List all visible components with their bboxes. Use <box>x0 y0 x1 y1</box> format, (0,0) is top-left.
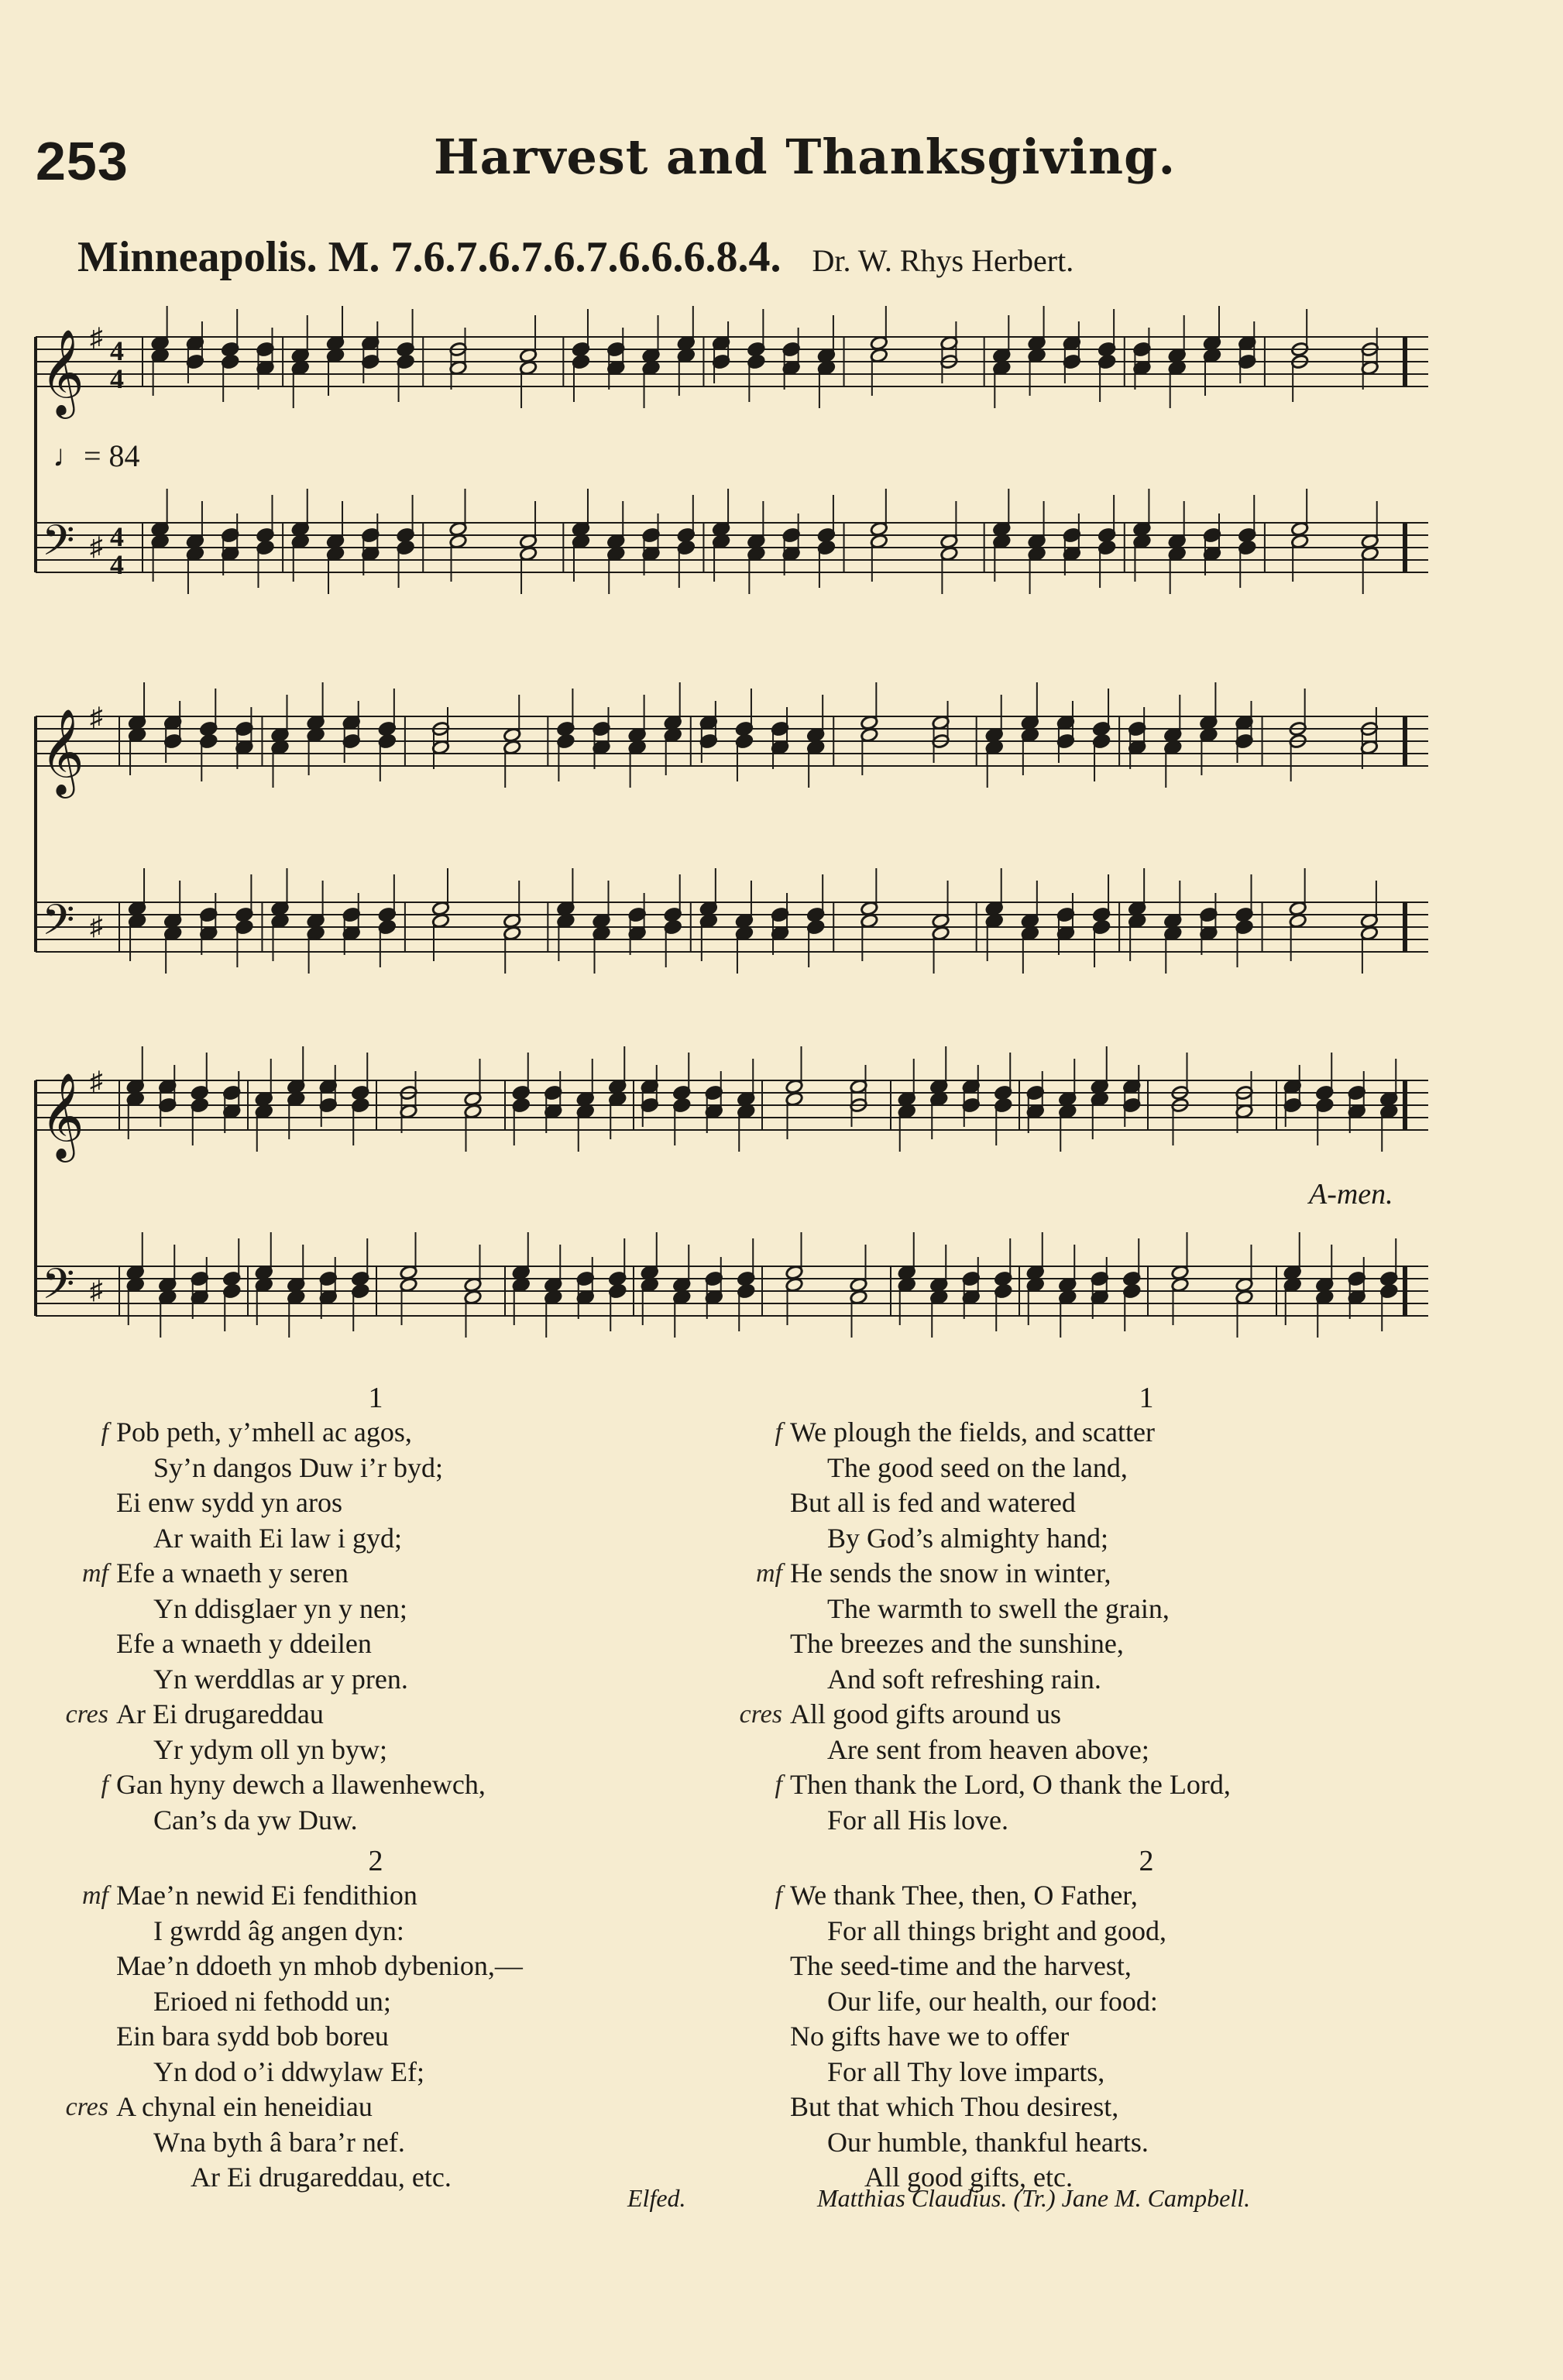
sharp-icon: ♯ <box>90 533 103 562</box>
verse-line <box>790 1592 1534 1627</box>
music-system-3 <box>26 1034 1436 1359</box>
verse-line <box>790 1914 1534 1949</box>
verse-line <box>790 2125 1534 2161</box>
dynamic-marking: f <box>775 1418 782 1447</box>
verse-text: The good seed on the land, <box>827 1451 1128 1483</box>
verse-text: Yn werddlas ar y pren. <box>153 1663 408 1695</box>
dynamic-marking: f <box>775 1770 782 1799</box>
verse-line <box>790 1733 1534 1768</box>
english-stanza-2 <box>775 1878 1534 2196</box>
verse-text: I gwrdd âg angen dyn: <box>153 1915 404 1946</box>
verse-line <box>116 2019 736 2055</box>
verse-line <box>790 1451 1534 1486</box>
dynamic-marking: f <box>101 1418 108 1447</box>
verse-text: But all is fed and watered <box>790 1487 1076 1518</box>
welsh-stanza-2 <box>65 1878 736 2196</box>
stanza-number: 2 <box>368 1845 383 1877</box>
verse-line <box>739 1697 1534 1733</box>
verse-text: Our life, our health, our food: <box>827 1985 1158 2017</box>
sharp-icon: ♯ <box>90 1276 103 1305</box>
stanza-number: 1 <box>368 1382 383 1414</box>
welsh-text <box>65 1375 736 2196</box>
verse-text: Ar waith Ei law i gyd; <box>153 1522 402 1554</box>
section-title: Harvest and Thanksgiving. <box>434 129 1177 185</box>
verse-line <box>790 1626 1534 1662</box>
staff-lines <box>36 1080 1428 1316</box>
verse-line <box>116 1949 736 1984</box>
verse-text: He sends the snow in winter, <box>790 1557 1111 1588</box>
verse-line <box>116 1626 736 1662</box>
verse-line <box>82 1556 736 1592</box>
verse-line <box>790 2090 1534 2125</box>
bass-clef-icon: 𝄢 <box>42 895 75 955</box>
verse-text: Are sent from heaven above; <box>827 1733 1149 1765</box>
tempo-marking <box>53 438 140 474</box>
treble-clef-icon: 𝄞 <box>40 328 84 415</box>
verse-line <box>65 2090 736 2125</box>
verse-line <box>790 1949 1534 1984</box>
sharp-icon: ♯ <box>90 703 103 732</box>
verse-text: For all His love. <box>827 1804 1008 1836</box>
verse-line <box>790 2019 1534 2055</box>
english-author: Matthias Claudius. (Tr.) Jane M. Campbell. <box>817 2184 1251 2212</box>
verse-line <box>790 1485 1534 1521</box>
verse-line <box>116 1662 736 1698</box>
verse-line <box>116 2125 736 2161</box>
verse-text: The warmth to swell the grain, <box>827 1592 1170 1624</box>
verse-line <box>790 1803 1534 1839</box>
verse-line <box>775 1415 1534 1451</box>
dynamic-marking: cres <box>739 1700 782 1729</box>
verse-line <box>65 1697 736 1733</box>
verse-text: For all Thy love imparts, <box>827 2055 1105 2087</box>
tempo-value: = 84 <box>84 438 140 473</box>
verse-line <box>101 1767 736 1803</box>
verse-text: Mae’n ddoeth yn mhob dybenion,— <box>116 1950 523 1981</box>
time-signature: 4 <box>110 521 124 552</box>
verse-text: Yn ddisglaer yn y nen; <box>153 1592 407 1624</box>
verse-line <box>116 1451 736 1486</box>
dynamic-marking: cres <box>65 2093 108 2121</box>
welsh-stanza-1 <box>65 1415 736 1838</box>
bass-clef-icon: 𝄢 <box>42 516 75 575</box>
verse-line <box>116 1914 736 1949</box>
verse-line <box>116 1733 736 1768</box>
verse-line <box>116 1984 736 2020</box>
verse-text: The breezes and the sunshine, <box>790 1628 1124 1659</box>
music-system-2 <box>26 670 1436 987</box>
hymn-number: 253 <box>36 131 129 191</box>
welsh-author: Elfed. <box>627 2184 686 2212</box>
sharp-icon: ♯ <box>90 324 103 352</box>
verse-line <box>82 1878 736 1914</box>
verse-text: All good gifts, etc. <box>864 2162 1073 2193</box>
verse-text: A chynal ein heneidiau <box>116 2091 373 2122</box>
verse-text: Erioed ni fethodd un; <box>153 1985 391 2017</box>
verse-text: Pob peth, y’mhell ac agos, <box>116 1417 412 1448</box>
dynamic-marking: mf <box>756 1559 782 1588</box>
verse-text: Sy’n dangos Duw i’r byd; <box>153 1451 443 1483</box>
dynamic-marking: mf <box>82 1881 108 1910</box>
verse-text: No gifts have we to offer <box>790 2021 1070 2052</box>
verse-text: We thank Thee, then, O Father, <box>790 1880 1138 1911</box>
verse-text: Yn dod o’i ddwylaw Ef; <box>153 2055 424 2087</box>
verse-text: Ei enw sydd yn aros <box>116 1487 342 1518</box>
dynamic-marking: mf <box>82 1559 108 1588</box>
verse-line <box>101 1415 736 1451</box>
staff-system-2 <box>26 670 1436 987</box>
treble-clef-icon: 𝄞 <box>40 708 84 795</box>
verse-text: Efe a wnaeth y seren <box>116 1557 349 1588</box>
verse-line <box>116 2055 736 2090</box>
bass-clef-icon: 𝄢 <box>42 1259 75 1319</box>
verse-line <box>775 1878 1534 1914</box>
dynamic-marking: cres <box>65 1700 108 1729</box>
verse-text: Our humble, thankful hearts. <box>827 2126 1149 2158</box>
verse-line <box>790 2055 1534 2090</box>
verse-text: And soft refreshing rain. <box>827 1663 1101 1695</box>
verse-text: Yr ydym oll yn byw; <box>153 1733 387 1765</box>
verse-line <box>790 1662 1534 1698</box>
verse-text: Ein bara sydd bob boreu <box>116 2021 389 2052</box>
verse-text: Wna byth â bara’r nef. <box>153 2126 405 2158</box>
stanza-number: 1 <box>1139 1382 1154 1414</box>
time-signature: 4 <box>110 335 124 366</box>
verse-text: Mae’n newid Ei fendithion <box>116 1880 417 1911</box>
verse-text: Ar Ei drugareddau <box>116 1698 324 1729</box>
verse-text: By God’s almighty hand; <box>827 1522 1108 1554</box>
sharp-icon: ♯ <box>90 1067 103 1096</box>
composer: Dr. W. Rhys Herbert. <box>812 243 1074 278</box>
verse-text: Then thank the Lord, O thank the Lord, <box>790 1769 1231 1800</box>
verse-text: Efe a wnaeth y ddeilen <box>116 1628 372 1659</box>
verse-text: The seed-time and the harvest, <box>790 1950 1132 1981</box>
verse-line <box>116 1485 736 1521</box>
dynamic-marking: f <box>775 1881 782 1910</box>
verse-line <box>116 1521 736 1557</box>
verse-line <box>756 1556 1534 1592</box>
english-stanza-1 <box>739 1415 1534 1838</box>
stanza-number: 2 <box>1139 1845 1154 1877</box>
verse-text: But that which Thou desirest, <box>790 2091 1119 2122</box>
music-system-1 <box>26 306 1436 616</box>
verse-text: For all things bright and good, <box>827 1915 1166 1946</box>
quarter-note-icon: ♩ <box>53 438 84 473</box>
verse-line <box>790 1521 1534 1557</box>
verse-text: Gan hyny dewch a llawenhewch, <box>116 1769 486 1800</box>
verse-line <box>116 1592 736 1627</box>
tune-heading <box>77 232 1394 282</box>
treble-clef-icon: 𝄞 <box>40 1072 84 1159</box>
staff-system-1 <box>26 306 1436 616</box>
time-signature: 4 <box>110 549 124 580</box>
verse-text: All good gifts around us <box>790 1698 1061 1729</box>
tune-name: Minneapolis. <box>77 233 318 281</box>
verse-text: Can’s da yw Duw. <box>153 1804 358 1836</box>
verse-line <box>775 1767 1534 1803</box>
tune-meter: M. 7.6.7.6.7.6.7.6.6.6.8.4. <box>328 233 782 281</box>
dynamic-marking: f <box>101 1770 108 1799</box>
sharp-icon: ♯ <box>90 912 103 941</box>
staff-system-3 <box>26 1034 1436 1359</box>
verse-line <box>790 1984 1534 2020</box>
verse-text: We plough the fields, and scatter <box>790 1417 1155 1448</box>
time-signature: 4 <box>110 363 124 394</box>
verse-line <box>116 1803 736 1839</box>
english-text <box>739 1375 1534 2196</box>
amen-lyric: A-men. <box>1309 1178 1393 1211</box>
verse-text: Ar Ei drugareddau, etc. <box>191 2162 452 2193</box>
